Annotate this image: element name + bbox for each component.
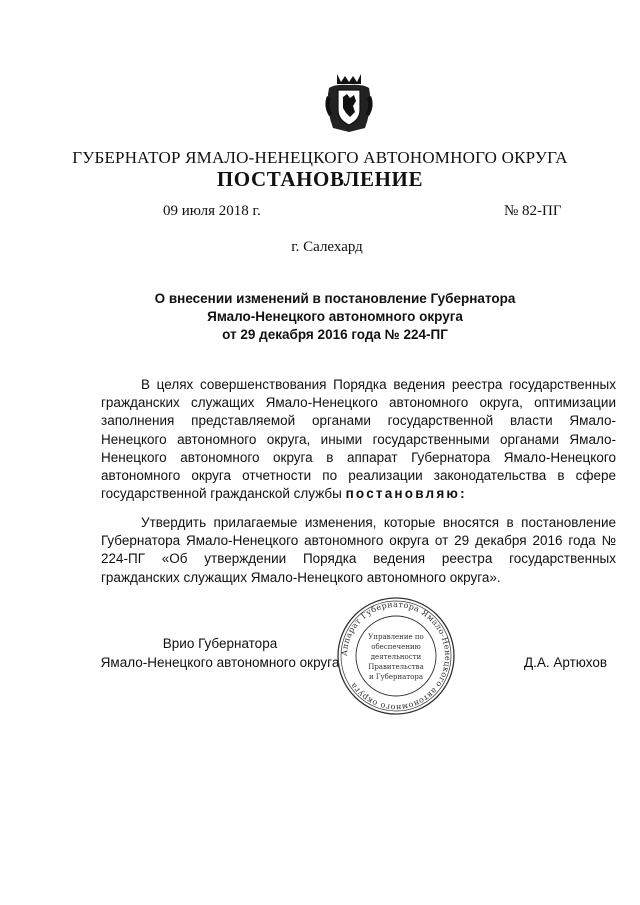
stamp-inner-line: Управление по <box>368 633 424 641</box>
official-stamp <box>336 595 456 717</box>
document-city: г. Салехард <box>291 239 363 255</box>
decree-word: постановляю: <box>345 486 467 502</box>
operative-paragraph: Утвердить прилагаемые изменения, которые вносятся в постановление Губернатора Ямало-Ненецкого автономного округа от 29 декабря 2016 года № 224-ПГ «Об утверждении Порядка ведения реестра государственных гражданских служащих Ямало-Ненецкого автономного округа». <box>101 515 616 585</box>
document-type: ПОСТАНОВЛЕНИЕ <box>216 167 424 191</box>
document-date: 09 июля 2018 г. <box>163 203 261 219</box>
stamp-outer-text: Аппарат Губернатора Ямало-Ненецкого автономного округа <box>339 599 453 713</box>
signatory-title-line: Врио Губернатора <box>162 636 278 651</box>
signatory-title <box>100 634 340 672</box>
yamal-coat-of-arms-icon <box>323 70 375 134</box>
stamp-inner-line: Правительства <box>368 663 424 671</box>
stamp-inner-line: деятельности <box>370 653 422 661</box>
document-subject <box>150 290 520 344</box>
stamp-inner-line: и Губернатора <box>368 673 424 681</box>
authority-title: ГУБЕРНАТОР ЯМАЛО-НЕНЕЦКОГО АВТОНОМНОГО ОКРУГА <box>72 148 568 167</box>
subject-line: О внесении изменений в постановление Губернатора <box>154 291 516 306</box>
subject-line: Ямало-Ненецкого автономного округа <box>207 309 463 324</box>
document-number: № 82-ПГ <box>504 203 562 219</box>
subject-line: от 29 декабря 2016 года № 224-ПГ <box>222 327 448 342</box>
preamble-paragraph <box>101 376 616 503</box>
stamp-inner-line: обеспечению <box>371 643 421 651</box>
signatory-title-line: Ямало-Ненецкого автономного округа <box>100 655 340 670</box>
preamble-text: В целях совершенствования Порядка ведения реестра государственных гражданских служащих Ямало-Ненецкого автономного округа, оптимизации заполнения представляемой органами государственной власти Ямало-Ненецкого автономного округа, иными государственными органами Ямало-Ненецкого автономного округа в аппарат Губернатора Ямало-Ненецкого автономного округа отчетности по реализации законодательства в сфере государственной гражданской службы <box>101 377 616 502</box>
signatory-name: Д.А. Артюхов <box>524 655 608 670</box>
